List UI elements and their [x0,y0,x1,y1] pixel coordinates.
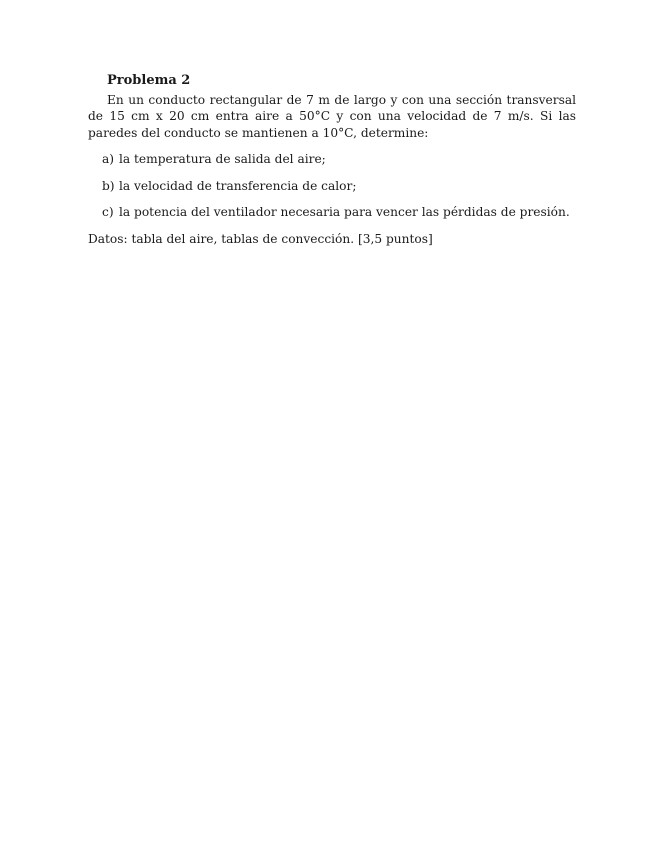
question-letter: c) [102,205,114,219]
problem-statement: En un conducto rectangular de 7 m de largo y con una sección transversal de 15 cm x 20 cm entra aire a 50°C y con una velocidad de 7 m/s. Si las paredes del conducto se mantienen a 10°C, determine: [88,92,576,140]
document-page [88,73,576,247]
question-item-b [102,178,576,195]
question-letter: b) [102,178,115,193]
question-text: la potencia del ventilador necesaria para vencer las pérdidas de presión. [119,205,570,219]
question-text: la velocidad de transferencia de calor; [119,178,357,193]
question-letter: a) [102,152,115,166]
problem-title: Problema 2 [107,73,191,88]
question-text: la temperatura de salida del aire; [119,152,326,166]
data-note: Datos: tabla del aire, tablas de convección. [3,5 puntos] [88,231,433,246]
question-item-c [102,204,576,221]
question-item-a [102,151,576,168]
question-list [88,151,576,221]
